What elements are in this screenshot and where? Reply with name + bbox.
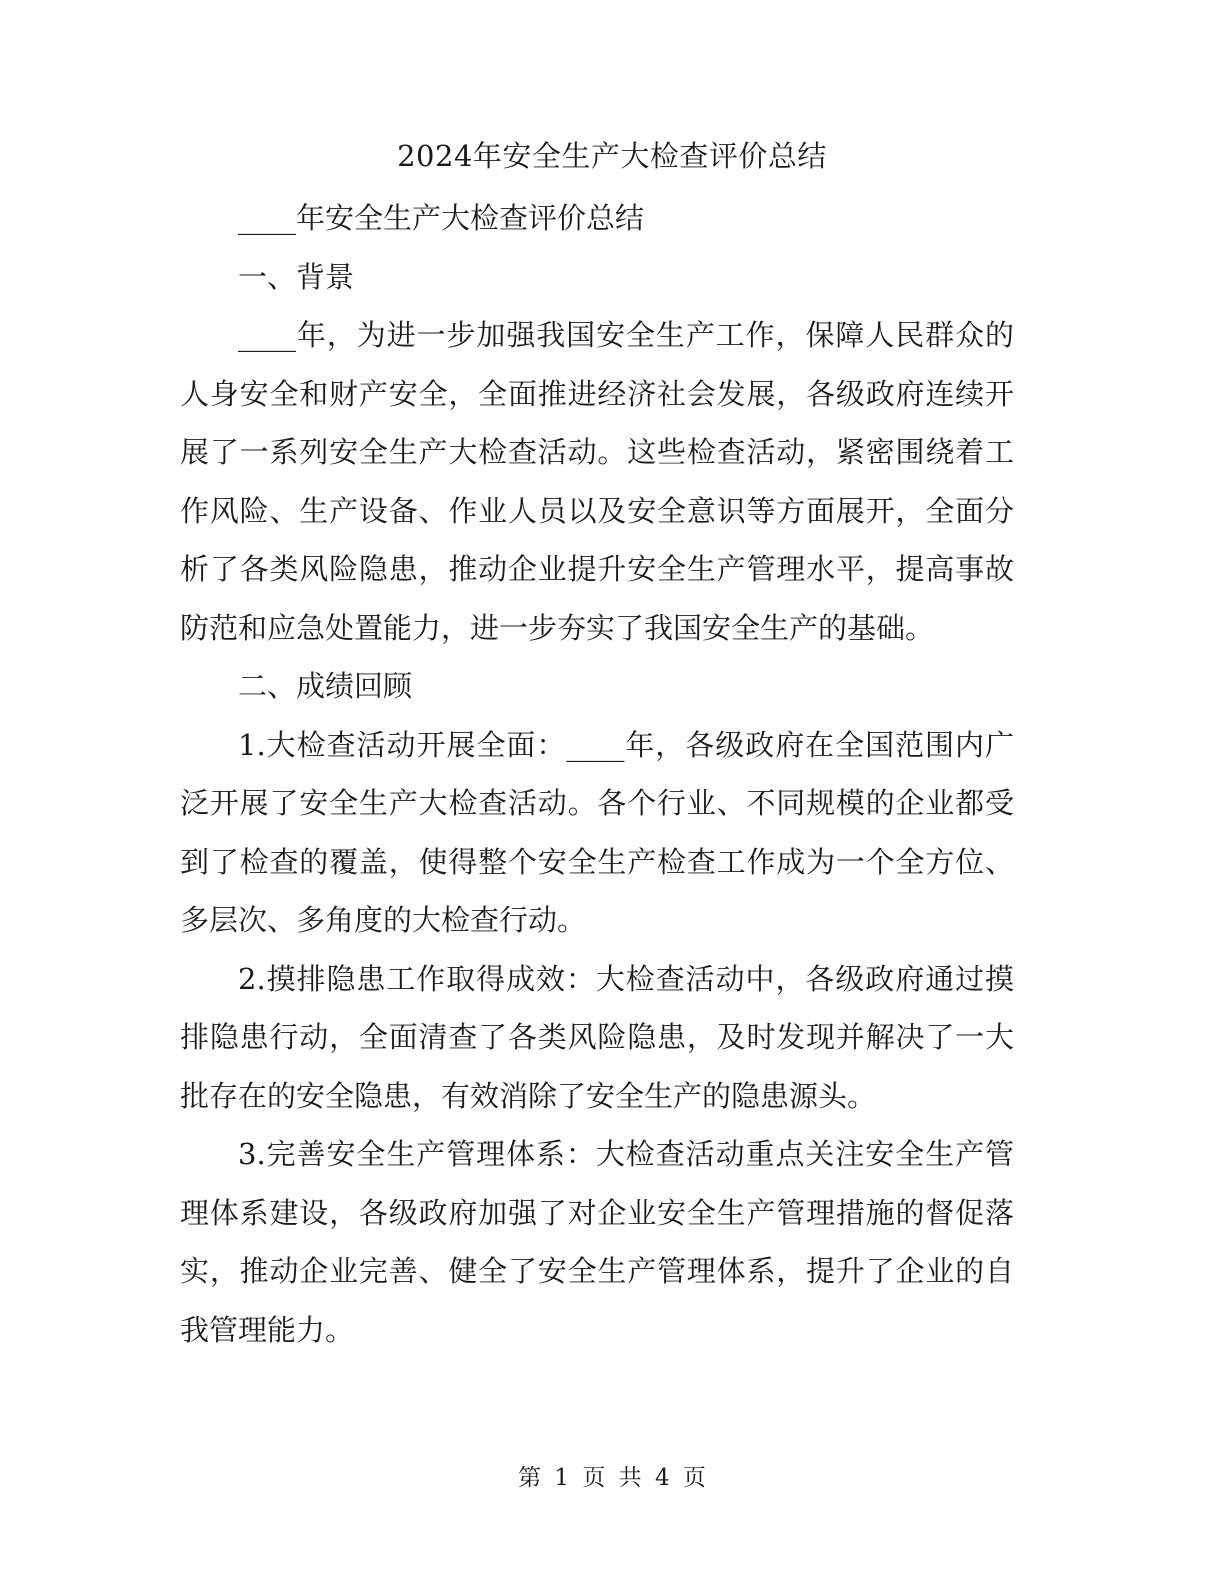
background-paragraph: ____年，为进一步加强我国安全生产工作，保障人民群众的人身安全和财产安全，全面推进经济社会发展，各级政府连续开展了一系列安全生产大检查活动。这些检查活动，紧密围绕着工作风险、生产设备、作业人员以及安全意识等方面展开，全面分析了各类风险隐患，推动企业提升安全生产管理水平，提高事故防范和应急处置能力，进一步夯实了我国安全生产的基础。 — [180, 318, 1014, 645]
document-body — [180, 189, 1014, 1359]
section-heading-achievements: 二、成绩回顾 — [238, 669, 413, 703]
section-heading-background: 一、背景 — [238, 259, 355, 294]
page-number-footer: 第 1 页 共 4 页 — [518, 1465, 706, 1491]
achievement-item-3: 3.完善安全生产管理体系：大检查活动重点关注安全生产管理体系建设，各级政府加强了对企业安全生产管理措施的督促落实，推动企业完善、健全了安全生产管理体系，提升了企业的自我管理能力。 — [180, 1137, 1014, 1347]
document-title: 2024年安全生产大检查评价总结 — [397, 139, 827, 173]
achievement-item-2: 2.摸排隐患工作取得成效：大检查活动中，各级政府通过摸排隐患行动，全面清查了各类风险隐患，及时发现并解决了一大批存在的安全隐患，有效消除了安全生产的隐患源头。 — [180, 961, 1014, 1113]
achievement-item-1: 1.大检查活动开展全面：____年，各级政府在全国范围内广泛开展了安全生产大检查活动。各个行业、不同规模的企业都受到了检查的覆盖，使得整个安全生产检查工作成为一个全方位、多层次、多角度的大检查行动。 — [180, 727, 1014, 937]
subtitle-paragraph: ____年安全生产大检查评价总结 — [238, 201, 645, 235]
